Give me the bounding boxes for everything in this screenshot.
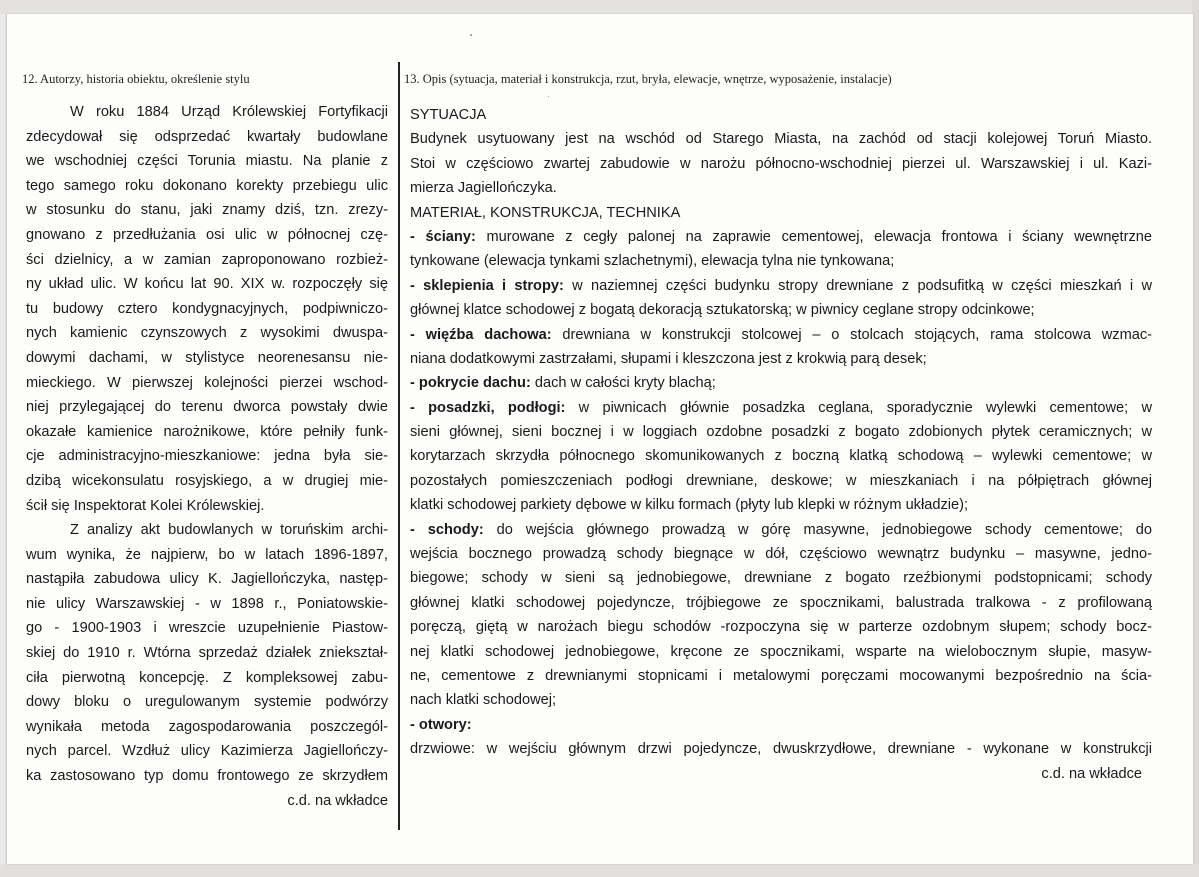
item-text: w naziemnej części budynku stropy drewniane z podsufitką w części mieszkań i w [563, 277, 1152, 294]
history-text-line: dzibą wicekonsulatu rosyjskiego, a w drugiej mie- [26, 472, 388, 489]
history-text-line: nastąpiła zabudowa ulicy K. Jagiellończyka, następ- [26, 571, 388, 588]
item-label: - sklepienia i stropy: [410, 277, 564, 294]
description-item-line [410, 323, 1152, 347]
history-text-line: ści dzielnicy, a w zamian zaproponowano rozbież- [26, 251, 388, 268]
item-text: Stoi w częściowo zwartej zabudowie w narożu północno-wschodniej pierzei ul. Warszawskiej i ul. Kazi- [410, 155, 1152, 172]
history-text-line: mieckiego. W pierwszej kolejności pierzei wschod- [26, 374, 388, 391]
description-text-line [410, 103, 1152, 127]
column-divider [398, 62, 400, 830]
description-text-line [410, 298, 1152, 322]
history-text-column [26, 100, 388, 813]
item-text: MATERIAŁ, KONSTRUKCJA, TECHNIKA [410, 204, 681, 221]
item-text: sieni głównej, sieni bocznej i w loggiach ozdobne posadzki z bogato zdobionych płytek ceramicznych; w [410, 424, 1152, 441]
history-text-line: ka zastosowano typ domu frontowego ze skrzydłem [26, 768, 388, 785]
description-text-line [410, 664, 1152, 688]
description-text-line [410, 420, 1152, 444]
scan-top-edge [0, 0, 1199, 14]
description-text-line [410, 615, 1152, 639]
left-column-header: 12. Autorzy, historia obiektu, określenie stylu [22, 72, 250, 86]
history-text-line: skiej do 1910 r. Wtórna sprzedaż działek zniekształ- [26, 645, 388, 662]
description-item-line [410, 396, 1152, 420]
history-text-line: c.d. na wkładce [287, 792, 388, 809]
description-text-line [410, 688, 1152, 712]
scan-right-edge [1192, 0, 1199, 877]
description-item-line [410, 518, 1152, 542]
history-text-line: w stosunku do stanu, jaki znamy dziś, tzn. zrezy- [26, 202, 388, 219]
description-text-line [410, 444, 1152, 468]
description-text-line [410, 201, 1152, 225]
item-text: biegowe; schody w sieni są jednobiegowe, drewniane z bogato rzeźbionymi podstopnicami; schody [410, 570, 1152, 587]
scan-speck [548, 96, 549, 97]
history-text-line: tego samego roku dokonano korekty przebiegu ulic [26, 177, 388, 194]
item-label: - pokrycie dachu: [410, 375, 531, 392]
description-item-line [410, 225, 1152, 249]
description-text-line [410, 176, 1152, 200]
history-text-line: niej przylegającej do terenu dworca powstały dwie [26, 399, 388, 416]
history-text-line: gnowano z przedłużania osi ulic w północnej czę- [26, 226, 388, 243]
history-text-line: nie ulicy Warszawskiej - w 1898 r., Poniatowskie- [26, 595, 388, 612]
history-text-line: ny układ ulic. W końcu lat 90. XIX w. rozpoczęły się [26, 276, 388, 293]
history-text-line: okazałe kamienice narożnikowe, które pełniły funk- [26, 423, 388, 440]
description-item-line [410, 371, 1152, 395]
description-text-line [410, 152, 1152, 176]
item-text: pozostałych pomieszczeniach podłogi drewniane, deskowe; w mieszkaniach i na półpiętrach głównej [410, 472, 1152, 489]
item-text: poręczą, giętą w narożach biegu schodów -rozpoczyna się w parterze ozdobnym słupem; schody bocz- [410, 619, 1152, 636]
history-text-line: go - 1900-1903 i wreszcie uzupełnienie Piastow- [26, 620, 388, 637]
item-label: - więźba dachowa: [410, 326, 552, 343]
description-text-line [410, 737, 1152, 761]
history-text-line: Z analizy akt budowlanych w toruńskim archi- [70, 522, 388, 539]
item-text: tynkowane (elewacja tynkami szlachetnymi), elewacja tylna nie tynkowana; [410, 253, 895, 270]
history-text-line: ciła pierwotną koncepcję. Z kompleksowej zabu- [26, 669, 388, 686]
scan-bottom-edge [0, 864, 1199, 877]
history-text-line: dowymi dachami, w stylistyce neorenesansu nie- [26, 349, 388, 366]
item-text: wejścia bocznego prowadzą schody biegnące w dół, częściowo wewnątrz budynku – masywne, jedno- [410, 546, 1152, 563]
item-text: drewniana w konstrukcji stolcowej – o stolcach stojących, rama stolcowa wzmac- [551, 326, 1153, 343]
description-text-line [410, 566, 1152, 590]
item-text: mierza Jagiellończyka. [410, 180, 557, 197]
description-item-line [410, 713, 1152, 737]
history-text-line: tu budowy cztero kondygnacyjnych, podpiwniczo- [26, 300, 388, 317]
item-text: korytarzach skrzydła północnego skomunikowanych z boczną klatką schodową – wylewki cementowe; w [410, 448, 1152, 465]
history-text-line: nych kamienic czynszowych z wysokimi dwuspa- [26, 325, 388, 342]
history-text-line: dowy bloku o uregulowanym systemie podwórzy [26, 694, 388, 711]
description-text-line [410, 493, 1152, 517]
history-text-line: W roku 1884 Urząd Królewskiej Fortyfikacji [70, 104, 388, 120]
item-label: - otwory: [410, 716, 472, 733]
history-text-line: cje administracyjno-mieszkaniowe: jedna była sie- [26, 448, 388, 465]
history-text-line: we wschodniej części Torunia miastu. Na planie z [26, 153, 388, 170]
item-text: c.d. na wkładce [1041, 765, 1142, 782]
item-text: w piwnicach głównie posadzka ceglana, sporadycznie wylewki cementowe; w [565, 399, 1152, 416]
history-text-line: ścił się Inspektorat Kolei Królewskiej. [26, 497, 265, 514]
item-text: murowane z cegły palonej na zaprawie cementowej, elewacja frontowa i ściany wewnętrzne [475, 228, 1152, 245]
item-text: głównej klatki schodowej pojedyncze, trójbiegowe ze spocznikami, balustrada tralkowa - z profilowaną [410, 594, 1152, 611]
description-text-line [410, 640, 1152, 664]
description-text-line [410, 469, 1152, 493]
item-text: niana dodatkowymi zastrzałami, słupami i kleszczona jest z krokwią parą desek; [410, 350, 927, 367]
item-label: - posadzki, podłogi: [410, 399, 566, 416]
history-text-line: nych parcel. Wzdłuż ulicy Kazimierza Jagiellończy- [26, 743, 388, 760]
item-text: Budynek usytuowany jest na wschód od Starego Miasta, na zachód od stacji kolejowej Toruń Miasto. [410, 131, 1152, 148]
description-item-line [410, 274, 1152, 298]
item-label: - schody: [410, 521, 484, 538]
history-text-line: wum wynika, że najpierw, bo w latach 1896-1897, [26, 546, 388, 563]
right-column-header: 13. Opis (sytuacja, materiał i konstrukcja, rzut, bryła, elewacje, wnętrze, wyposażenie, instalacje) [404, 72, 892, 86]
history-text-line: zdecydował się odsprzedać kwartały budowlane [26, 128, 388, 145]
item-text: SYTUACJA [410, 107, 487, 123]
history-text-line: wynikała metoda zagospodarowania poszczegól- [26, 718, 388, 735]
item-text: ne, cementowe z drewnianymi stopnicami i metalowymi poręczami mocowanymi bezpośrednio na ścia- [410, 667, 1152, 684]
item-label: - ściany: [410, 228, 476, 245]
item-text: nach klatki schodowej; [410, 692, 557, 709]
description-text-column [410, 103, 1152, 786]
item-text: drzwiowe: w wejściu głównym drzwi pojedyncze, dwuskrzydłowe, drewniane - wykonane w konstrukcji [410, 741, 1152, 758]
item-text: nej klatki schodowej jednobiegowe, kręcone ze spocznikami, wsparte na wielobocznym słupie, masyw- [410, 643, 1152, 660]
item-text: dach w całości kryty blachą; [530, 375, 716, 392]
description-text-line [410, 127, 1152, 151]
scan-speck [470, 34, 472, 36]
description-text-line [410, 591, 1152, 615]
item-text: do wejścia głównego prowadzą w górę masywne, jednobiegowe schody cementowe; do [483, 521, 1152, 538]
description-text-line [410, 762, 1152, 786]
item-text: klatki schodowej parkiety dębowe w kilku formach (płyty lub klepki w różnym układzie); [410, 497, 969, 514]
description-text-line [410, 347, 1152, 371]
item-text: głównej klatce schodowej z bogatą dekoracją sztukatorską; w piwnicy ceglane stropy odcinkowe; [410, 302, 1035, 319]
description-text-line [410, 542, 1152, 566]
description-text-line [410, 249, 1152, 273]
